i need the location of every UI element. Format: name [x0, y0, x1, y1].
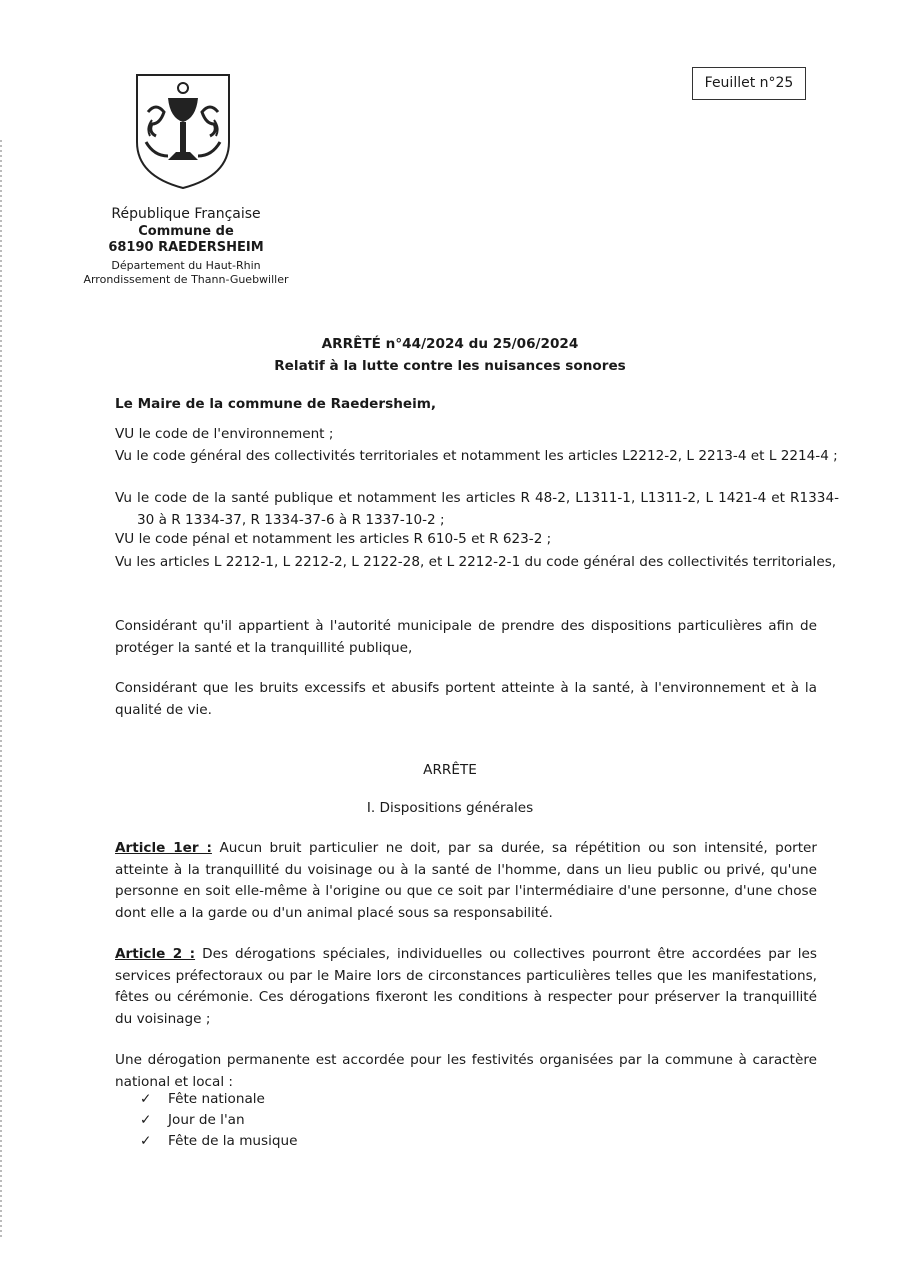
vu-item: Vu les articles L 2212-1, L 2212-2, L 2122-28, et L 2212-2-1 du code général des collectivités territoriales, [115, 554, 837, 570]
list-item [140, 1112, 245, 1128]
derogation-intro: Une dérogation permanente est accordée pour les festivités organisées par la commune à caractère national et local : [115, 1052, 817, 1090]
festivity-label: Fête de la musique [168, 1133, 298, 1149]
article-1 [115, 838, 817, 924]
header-arrondissement: Arrondissement de Thann-Guebwiller [83, 273, 289, 286]
sheet-number: Feuillet n°25 [692, 67, 806, 100]
festivity-label: Jour de l'an [168, 1112, 245, 1128]
list-item [140, 1133, 298, 1149]
article-2-label: Article 2 : [115, 946, 196, 962]
check-icon: ✓ [140, 1112, 152, 1128]
header-republic: République Française [111, 206, 261, 222]
arrete-heading: ARRÊTE [423, 762, 477, 778]
check-icon: ✓ [140, 1091, 152, 1107]
festivity-label: Fête nationale [168, 1091, 265, 1107]
document-title: ARRÊTÉ n°44/2024 du 25/06/2024 [321, 336, 579, 352]
considerant-paragraph: Considérant qu'il appartient à l'autorité municipale de prendre des dispositions particulières afin de protéger la santé et la tranquillité publique, [115, 618, 817, 656]
vu-item: VU le code pénal et notamment les articles R 610-5 et R 623-2 ; [115, 531, 552, 547]
vu-item: VU le code de l'environnement ; [115, 426, 334, 442]
scan-edge [0, 140, 2, 1240]
check-icon: ✓ [140, 1133, 152, 1149]
vu-item: Vu le code de la santé publique et notamment les articles R 48-2, L1311-1, L1311-2, L 1421-4 et R1334-30 à R 1334-37, R 1334-37-6 à R 1337-10-2 ; [115, 490, 839, 528]
mayor-line: Le Maire de la commune de Raedersheim, [115, 396, 437, 412]
article-2-text: Des dérogations spéciales, individuelles ou collectives pourront être accordées par les services préfectoraux ou par le Maire lors de circonstances particulières telles que les manifestations, fêtes ou cérémonie. Ces dérogations fixeront les conditions à respecter pour préserver la tranquillité du voisinage ; [115, 946, 817, 1027]
list-item [140, 1091, 265, 1107]
considerant-paragraph: Considérant que les bruits excessifs et abusifs portent atteinte à la santé, à l'environnement et à la qualité de vie. [115, 680, 817, 718]
article-1-label: Article 1er : [115, 840, 212, 856]
header-commune-label: Commune de [138, 224, 234, 239]
header-commune-name: 68190 RAEDERSHEIM [108, 240, 264, 255]
vu-item: Vu le code général des collectivités territoriales et notamment les articles L2212-2, L 2213-4 et L 2214-4 ; [115, 448, 838, 464]
commune-crest-logo [134, 72, 232, 190]
document-subtitle: Relatif à la lutte contre les nuisances sonores [274, 358, 626, 374]
header-department: Département du Haut-Rhin [111, 259, 261, 272]
article-1-text: Aucun bruit particulier ne doit, par sa durée, sa répétition ou son intensité, porter atteinte à la tranquillité du voisinage ou à la santé de l'homme, dans un lieu public ou privé, qu'une personne en soit elle-même à l'origine ou que ce soit par l'intermédiaire d'une personne, d'une chose dont elle a la garde ou d'un animal placé sous sa responsabilité. [115, 840, 818, 921]
article-2 [115, 944, 817, 1030]
section-heading: I. Dispositions générales [366, 800, 534, 816]
